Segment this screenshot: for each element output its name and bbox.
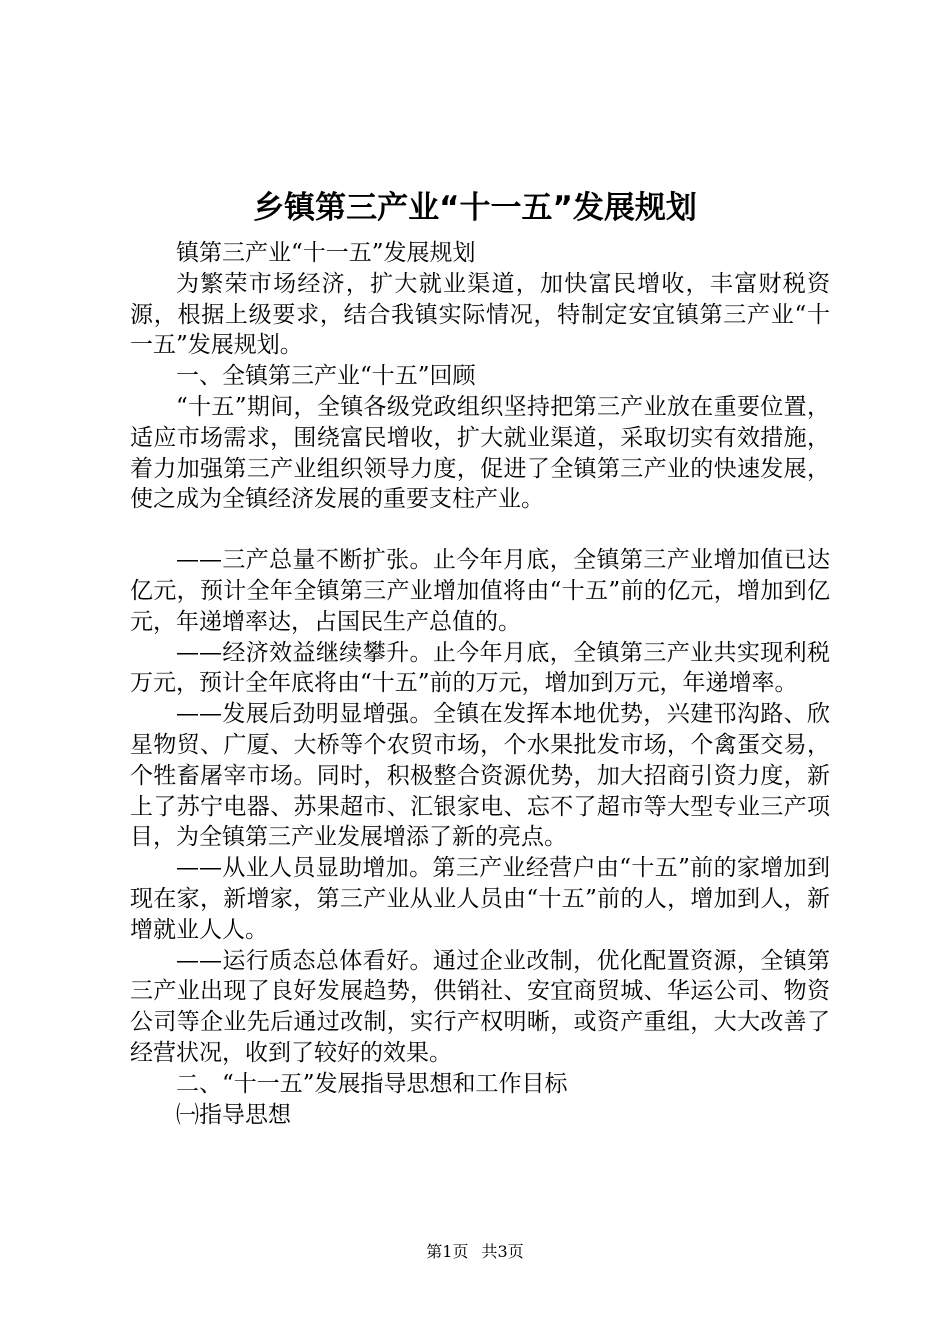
page-footer (0, 1241, 950, 1263)
paragraph-operation-quality: ——运行质态总体看好。通过企业改制，优化配置资源，全镇第三产业出现了良好发展趋势，供销社、安宜商贸城、华运公司、物资公司等企业先后通过改制，实行产权明晰，或资产重组，大大改善了经营状况，收到了较好的效果。 (130, 947, 830, 1066)
paragraph-total-volume: ——三产总量不断扩张。止今年月底，全镇第三产业增加值已达亿元，预计全年全镇第三产业增加值将由“十五”前的亿元，增加到亿元，年递增率达，占国民生产总值的。 (130, 547, 830, 635)
paragraph-economic-benefit: ——经济效益继续攀升。止今年月底，全镇第三产业共实现利税万元，预计全年底将由“十五”前的万元，增加到万元，年递增率。 (130, 639, 830, 697)
document-body (130, 238, 830, 1130)
paragraph-review: “十五”期间，全镇各级党政组织坚持把第三产业放在重要位置，适应市场需求，围绕富民增收，扩大就业渠道，采取切实有效措施，着力加强第三产业组织领导力度，促进了全镇第三产业的快速发展，使之成为全镇经济发展的重要支柱产业。 (130, 393, 830, 513)
page-number: 第1页 (426, 1242, 469, 1261)
section-heading-review: 一、全镇第三产业“十五”回顾 (176, 363, 476, 390)
paragraph-development-momentum: ——发展后劲明显增强。全镇在发挥本地优势，兴建邗沟路、欣星物贸、广厦、大桥等个农贸市场，个水果批发市场，个禽蛋交易，个牲畜屠宰市场。同时，积极整合资源优势，加大招商引资力度，新上了苏宁电器、苏果超市、汇银家电、忘不了超市等大型专业三产项目，为全镇第三产业发展增添了新的亮点。 (130, 701, 830, 851)
subsection-heading-guiding-ideology: ㈠指导思想 (176, 1101, 291, 1128)
document-title: 乡镇第三产业“十一五”发展规划 (253, 190, 697, 226)
page-total: 共3页 (481, 1242, 524, 1261)
paragraph-employment: ——从业人员显助增加。第三产业经营户由“十五”前的家增加到现在家，新增家，第三产业从业人员由“十五”前的人，增加到人，新增就业人人。 (130, 855, 830, 943)
paragraph-intro: 为繁荣市场经济，扩大就业渠道，加快富民增收，丰富财税资源，根据上级要求，结合我镇实际情况，特制定安宜镇第三产业“十一五”发展规划。 (130, 270, 830, 359)
section-heading-guidance: 二、“十一五”发展指导思想和工作目标 (176, 1070, 568, 1097)
paragraph-subtitle: 镇第三产业“十一五”发展规划 (176, 240, 476, 266)
